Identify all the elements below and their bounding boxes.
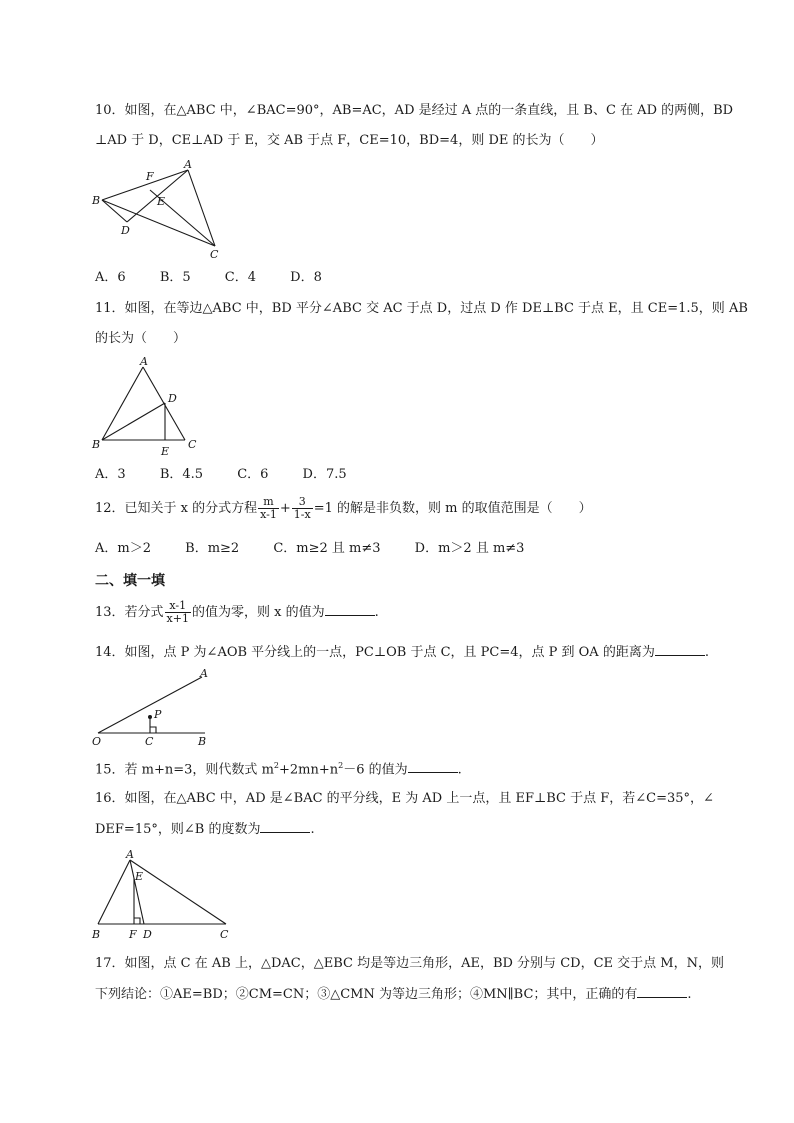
q14-line <box>95 643 709 662</box>
q16-label-c: C <box>220 928 229 941</box>
q15-exponent-2: 2 <box>338 761 344 770</box>
q14-figure <box>90 665 215 747</box>
q12-option-b: B．m≥2 <box>185 541 240 556</box>
q10-label-b: B <box>92 194 101 207</box>
q14-label-c: C <box>145 735 154 748</box>
q16-label-b: B <box>92 928 101 941</box>
q12-line <box>95 496 592 521</box>
q16-label-e: E <box>135 870 144 883</box>
q13-line <box>95 600 379 625</box>
q10-label-a: A <box>184 158 192 171</box>
q14-end: . <box>704 645 709 660</box>
q12-options <box>95 540 554 558</box>
q14-label-a: A <box>200 667 208 680</box>
q12-plus: + <box>279 501 291 516</box>
q17-line2 <box>95 985 692 1004</box>
q13-fraction: $\frac{x-1}{x+1}$ <box>166 599 189 625</box>
q13-prefix: 13．若分式 <box>95 605 164 620</box>
q10-line2: ⊥AD 于 D，CE⊥AD 于 E，交 AB 于点 F，CE=10，BD=4，则 DE 的长为（ ） <box>95 133 604 148</box>
q16-end: . <box>310 822 315 837</box>
q12-option-d: D．m＞2 且 m≠3 <box>414 541 525 556</box>
q13-end: . <box>374 605 379 620</box>
q14-answer-blank[interactable] <box>655 643 705 656</box>
q11-line1: 11．如图，在等边△ABC 中，BD 平分∠ABC 交 AC 于点 D，过点 D 作 DE⊥BC 于点 E，且 CE=1.5，则 AB <box>95 301 748 316</box>
q15-answer-blank[interactable] <box>408 760 458 773</box>
q12-option-c: C．m≥2 且 m≠3 <box>273 541 381 556</box>
section-title: 二、填一填 <box>95 573 165 589</box>
q12-prefix: 12．已知关于 x 的分式方程 <box>95 501 258 516</box>
q12-fraction-2: $\frac{3}{1-x}$ <box>293 495 311 521</box>
q11-label-b: B <box>92 438 101 451</box>
q11-option-a: A．3 <box>95 467 126 482</box>
q10-line1: 10．如图，在△ABC 中，∠BAC=90°，AB=AC，AD 是经过 A 点的一条直线，且 B、C 在 AD 的两侧，BD <box>95 103 734 118</box>
q10-label-c: C <box>210 248 219 261</box>
q15-middle: +2mn+n <box>278 762 339 778</box>
q16-label-a: A <box>126 848 134 861</box>
q15-exponent-1: 2 <box>273 761 279 770</box>
q10-option-b: B．5 <box>159 270 191 285</box>
q11-option-d: D．7.5 <box>302 467 347 482</box>
q11-options <box>95 466 377 484</box>
q16-answer-blank[interactable] <box>260 820 310 833</box>
q11-label-a: A <box>140 355 148 368</box>
q12-fraction-1: $\frac{m}{x-1}$ <box>260 495 277 521</box>
q16-figure <box>88 848 238 943</box>
q10-label-d: D <box>121 224 130 237</box>
q11-option-b: B．4.5 <box>159 467 204 482</box>
q16-line2-text: DEF=15°，则∠B 的度数为 <box>95 822 261 837</box>
q16-label-d: D <box>143 928 152 941</box>
q15-prefix: 15．若 m+n=3，则代数式 m <box>95 762 274 778</box>
q10-option-a: A．6 <box>95 270 126 285</box>
q15-end: . <box>457 762 462 778</box>
q15-suffix: －6 的值为 <box>343 762 408 778</box>
q17-answer-blank[interactable] <box>637 985 687 998</box>
q17-end: . <box>687 987 692 1002</box>
q10-options <box>95 269 352 287</box>
q14-label-o: O <box>92 735 102 748</box>
q11-label-d: D <box>168 392 177 405</box>
q17-line2-text: 下列结论：①AE=BD；②CM=CN；③△CMN 为等边三角形；④MN∥BC；其中，正确的有 <box>95 987 638 1002</box>
q11-label-e: E <box>161 445 170 458</box>
q16-label-f: F <box>129 928 137 941</box>
q17-line1: 17．如图，点 C 在 AB 上，△DAC，△EBC 均是等边三角形，AE，BD 分别与 CD，CE 交于点 M，N，则 <box>95 956 724 971</box>
q10-label-e: E <box>157 195 166 208</box>
q10-option-d: D．8 <box>290 270 322 285</box>
q10-label-f: F <box>146 170 154 183</box>
q14-label-p: P <box>154 708 162 721</box>
q14-label-b: B <box>198 735 207 748</box>
q14-text: 14．如图，点 P 为∠AOB 平分线上的一点，PC⊥OB 于点 C，且 PC=4，点 P 到 OA 的距离为 <box>95 645 655 660</box>
q11-option-c: C．6 <box>237 467 269 482</box>
q15-line <box>95 757 462 779</box>
q10-figure <box>90 158 230 260</box>
q11-figure <box>90 355 200 460</box>
q12-option-a: A．m＞2 <box>95 541 151 556</box>
q16-line2 <box>95 820 315 839</box>
q12-suffix: =1 的解是非负数，则 m 的取值范围是（ ） <box>313 501 592 516</box>
q16-line1: 16．如图，在△ABC 中，AD 是∠BAC 的平分线，E 为 AD 上一点，且 EF⊥BC 于点 F，若∠C=35°，∠ <box>95 791 714 806</box>
q13-answer-blank[interactable] <box>325 603 375 616</box>
q13-suffix: 的值为零，则 x 的值为 <box>191 605 325 620</box>
q10-option-c: C．4 <box>224 270 256 285</box>
q11-line2: 的长为（ ） <box>95 331 187 346</box>
q11-label-c: C <box>188 438 197 451</box>
